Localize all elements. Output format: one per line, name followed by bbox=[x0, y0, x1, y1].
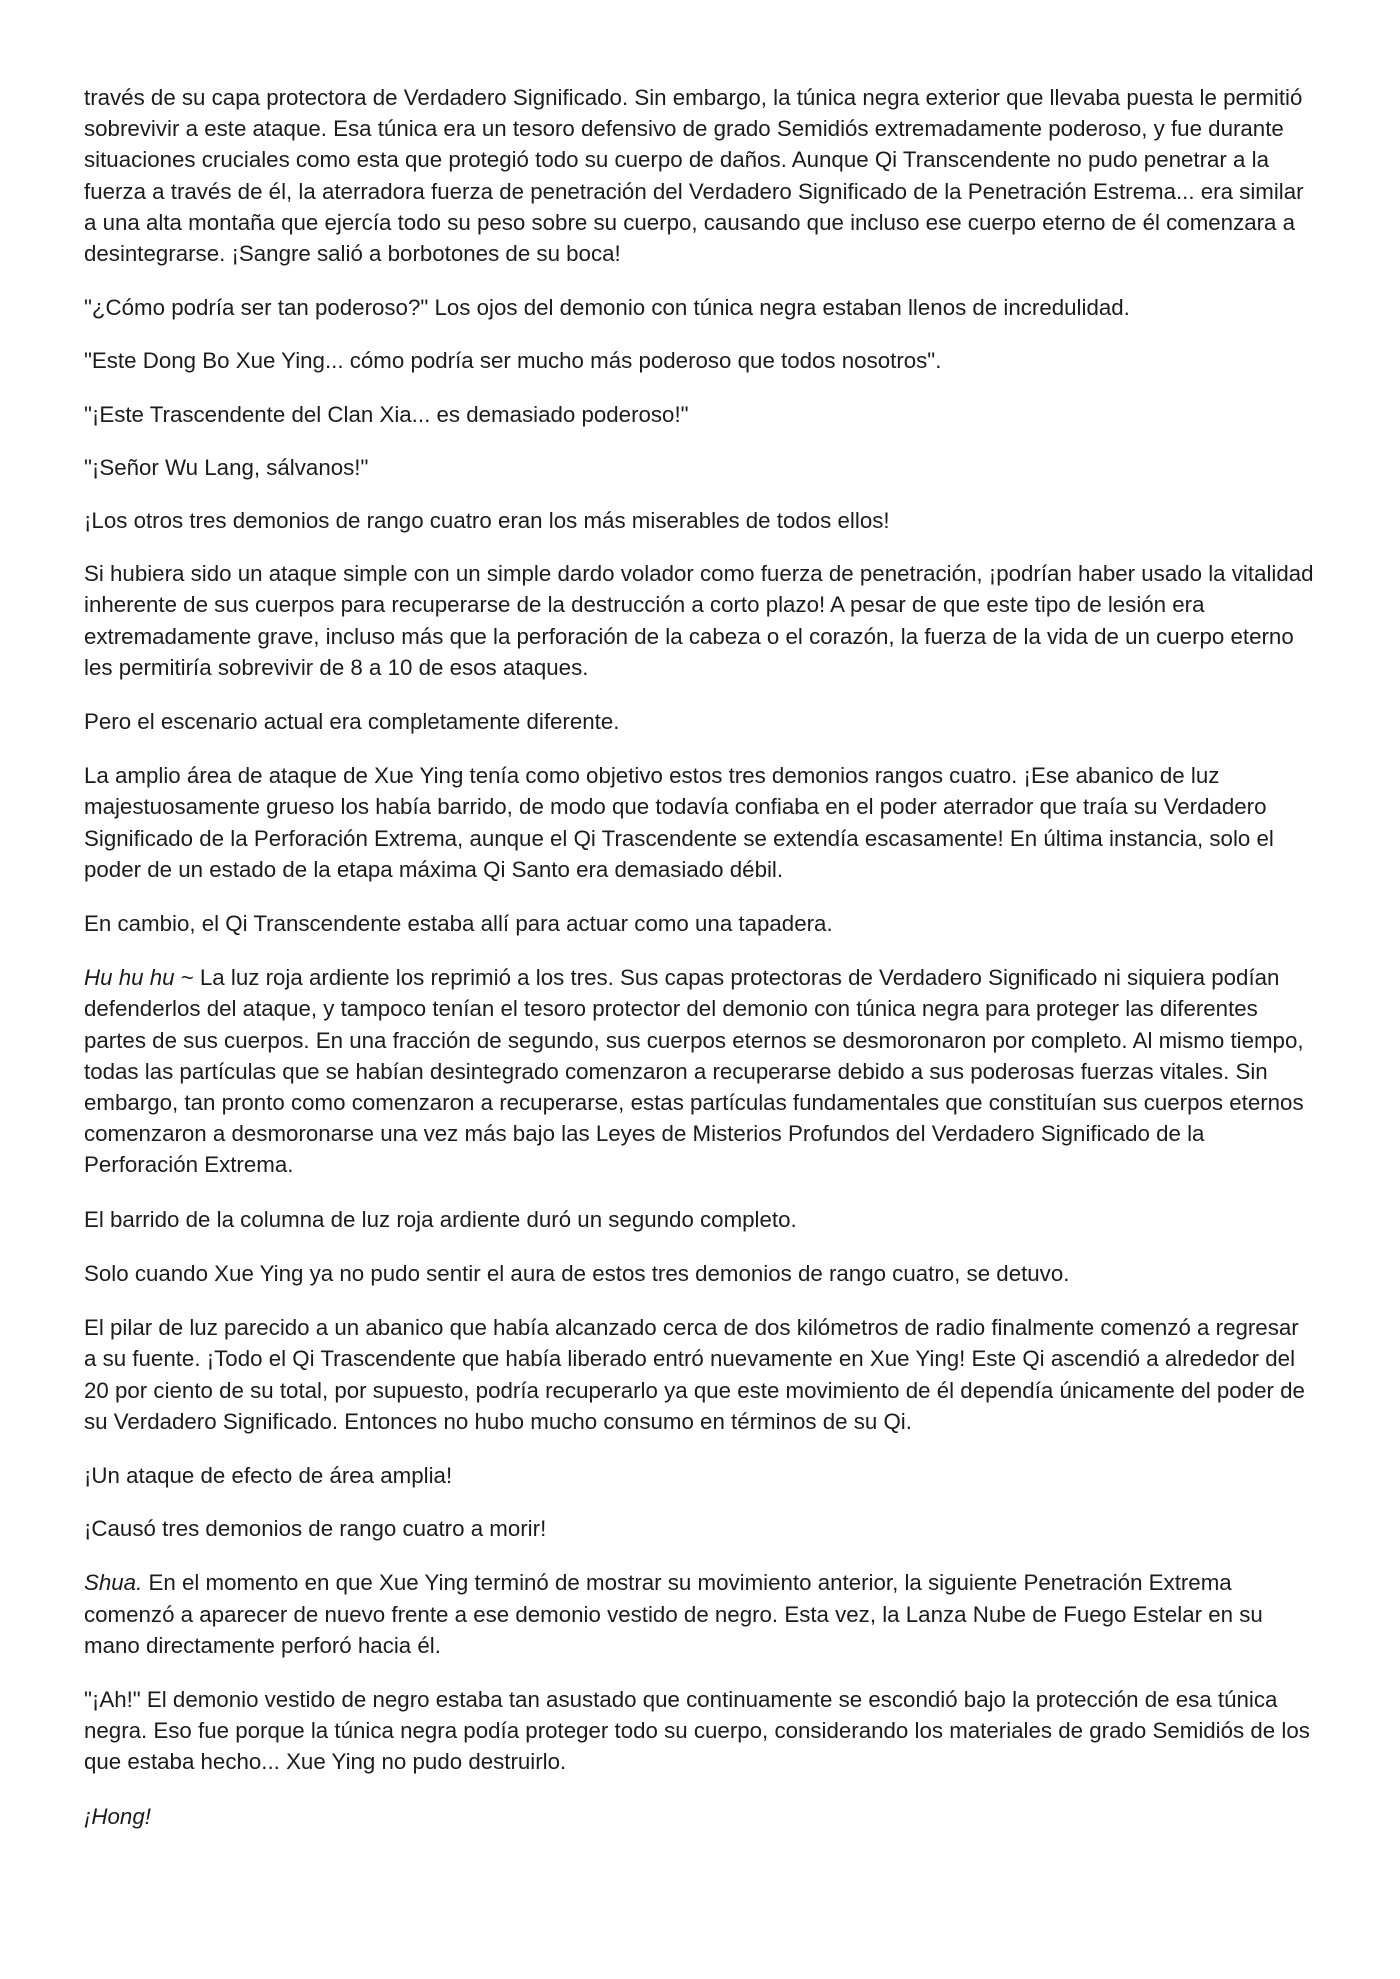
sound-effect-text: ¡Hong! bbox=[84, 1803, 151, 1829]
paragraph-17: Shua. En el momento en que Xue Ying terminó de mostrar su movimiento anterior, la siguiente Penetración Extrema comenzó a aparecer de nuevo frente a ese demonio vestido de negro. Esta vez, la Lanza Nube de Fuego Estelar en su mano directamente perforó hacia él. bbox=[84, 1570, 1263, 1658]
paragraph-18: "¡Ah!" El demonio vestido de negro estaba tan asustado que continuamente se escondió bajo la protección de esa túnica negra. Eso fue porque la túnica negra podía proteger todo su cuerpo, considerando los materiales de grado Semidiós de los que estaba hecho... Xue Ying no pudo destruirlo. bbox=[84, 1686, 1310, 1775]
paragraph-6: ¡Los otros tres demonios de rango cuatro eran los más miserables de todos ellos! bbox=[84, 508, 890, 534]
paragraph-15: ¡Un ataque de efecto de área amplia! bbox=[84, 1462, 453, 1488]
paragraph-4: "¡Este Trascendente del Clan Xia... es demasiado poderoso!" bbox=[84, 401, 689, 427]
paragraph-12: El barrido de la columna de luz roja ardiente duró un segundo completo. bbox=[84, 1206, 797, 1232]
paragraph-16: ¡Causó tres demonios de rango cuatro a morir! bbox=[84, 1516, 547, 1542]
sound-effect-text: Shua. bbox=[84, 1570, 143, 1596]
sound-effect-text: Hu hu hu bbox=[84, 965, 175, 991]
paragraph-5: "¡Señor Wu Lang, sálvanos!" bbox=[84, 454, 369, 480]
paragraph-7: Si hubiera sido un ataque simple con un simple dardo volador como fuerza de penetración, ¡podrían haber usado la vitalidad inherente de sus cuerpos para recuperarse de la destrucción a corto plazo! A pesar de que este tipo de lesión era extremadamente grave, incluso más que la perforación de la cabeza o el corazón, la fuerza de la vida de un cuerpo eterno les permitiría sobrevivir de 8 a 10 de esos ataques. bbox=[84, 561, 1314, 680]
document-body bbox=[84, 82, 1316, 1855]
paragraph-1: través de su capa protectora de Verdadero Significado. Sin embargo, la túnica negra exterior que llevaba puesta le permitió sobrevivir a este ataque. Esa túnica era un tesoro defensivo de grado Semidiós extremadamente poderoso, y fue durante situaciones cruciales como esta que protegió todo su cuerpo de daños. Aunque Qi Transcendente no pudo penetrar a la fuerza a través de él, la aterradora fuerza de penetración del Verdadero Significado de la Penetración Estrema... era similar a una alta montaña que ejercía todo su peso sobre su cuerpo, causando que incluso ese cuerpo eterno de él comenzara a desintegrarse. ¡Sangre salió a borbotones de su boca! bbox=[84, 85, 1304, 267]
paragraph-13: Solo cuando Xue Ying ya no pudo sentir el aura de estos tres demonios de rango cuatro, se detuvo. bbox=[84, 1260, 1070, 1286]
paragraph-10: En cambio, el Qi Transcendente estaba allí para actuar como una tapadera. bbox=[84, 911, 833, 937]
paragraph-8: Pero el escenario actual era completamente diferente. bbox=[84, 709, 620, 735]
paragraph-3: "Este Dong Bo Xue Ying... cómo podría ser mucho más poderoso que todos nosotros". bbox=[84, 348, 942, 374]
paragraph-2: "¿Cómo podría ser tan poderoso?" Los ojos del demonio con túnica negra estaban llenos de incredulidad. bbox=[84, 295, 1130, 321]
paragraph-11: Hu hu hu ~ La luz roja ardiente los reprimió a los tres. Sus capas protectoras de Verdadero Significado ni siquiera podían defenderlos del ataque, y tampoco tenían el tesoro protector del demonio con túnica negra para proteger las diferentes partes de sus cuerpos. En una fracción de segundo, sus cuerpos eternos se desmoronaron por completo. Al mismo tiempo, todas las partículas que se habían desintegrado comenzaron a recuperarse debido a sus poderosas fuerzas vitales. Sin embargo, tan pronto como comenzaron a recuperarse, estas partículas fundamentales que constituían sus cuerpos eternos comenzaron a desmoronarse una vez más bajo las Leyes de Misterios Profundos del Verdadero Significado de la Perforación Extrema. bbox=[84, 965, 1304, 1178]
paragraph-14: El pilar de luz parecido a un abanico que había alcanzado cerca de dos kilómetros de radio finalmente comenzó a regresar a su fuente. ¡Todo el Qi Trascendente que había liberado entró nuevamente en Xue Ying! Este Qi ascendió a alrededor del 20 por ciento de su total, por supuesto, podría recuperarlo ya que este movimiento de él dependía únicamente del poder de su Verdadero Significado. Entonces no hubo mucho consumo en términos de su Qi. bbox=[84, 1315, 1305, 1434]
paragraph-19 bbox=[84, 1801, 1316, 1832]
paragraph-9: La amplio área de ataque de Xue Ying tenía como objetivo estos tres demonios rangos cuatro. ¡Ese abanico de luz majestuosamente grueso los había barrido, de modo que todavía confiaba en el poder aterrador que traía su Verdadero Significado de la Perforación Extrema, aunque el Qi Trascendente se extendía escasamente! En última instancia, solo el poder de un estado de la etapa máxima Qi Santo era demasiado débil. bbox=[84, 763, 1274, 882]
